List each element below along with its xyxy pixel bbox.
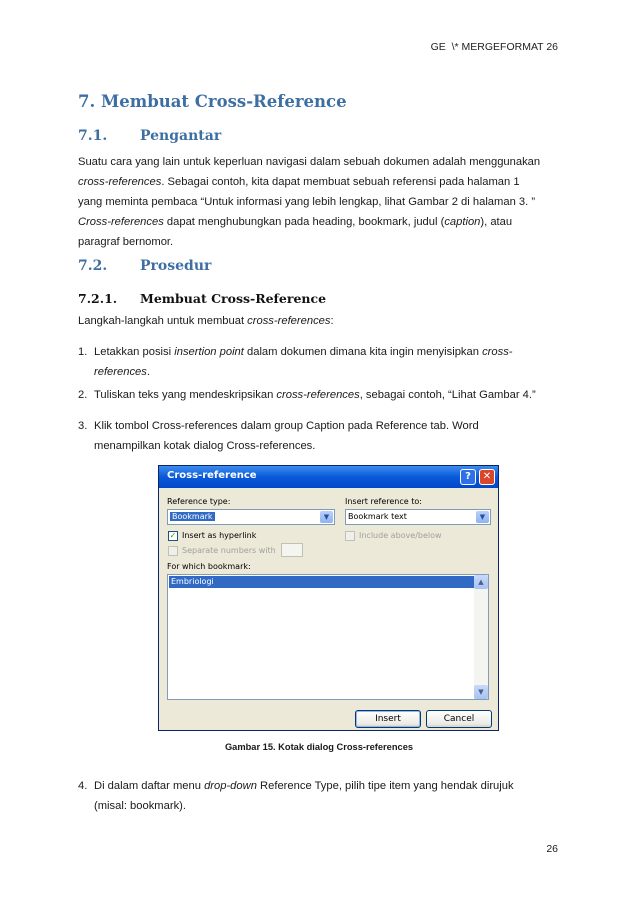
separator-input[interactable] <box>281 543 303 557</box>
subsection-title: Membuat Cross-Reference <box>140 291 327 306</box>
step-line <box>94 776 568 796</box>
step-item-3 <box>78 416 568 456</box>
text: Langkah-langkah untuk membuat <box>78 315 248 327</box>
insert-reference-value: Bookmark text <box>348 512 407 521</box>
intro-line: Suatu cara yang lain untuk keperluan navigasi dalam sebuah dokumen adalah menggunakan <box>78 156 541 168</box>
text: Reference Type, pilih tipe item yang hendak dirujuk <box>256 780 514 792</box>
insert-hyperlink-label: Insert as hyperlink <box>182 531 257 540</box>
italic-term: cross-references <box>247 315 331 327</box>
insert-reference-dropdown[interactable] <box>345 509 491 525</box>
intro-line: yang meminta pembaca “Untuk informasi yang lebih lengkap, lihat Gambar 2 di halaman 3. ” <box>78 196 536 208</box>
close-icon[interactable]: ✕ <box>479 469 495 485</box>
reference-type-label: Reference type: <box>167 497 231 506</box>
step-line <box>94 385 568 405</box>
step-number: 1. <box>78 346 88 358</box>
step-line: (misal: bookmark). <box>94 800 187 812</box>
intro-line: paragraf bernomor. <box>78 236 174 248</box>
text: Di dalam daftar menu <box>94 780 205 792</box>
scrollbar[interactable] <box>474 575 488 699</box>
cancel-button[interactable]: Cancel <box>426 710 492 728</box>
separate-numbers-label: Separate numbers with <box>182 546 276 555</box>
intro-line <box>78 212 568 232</box>
dialog-titlebar <box>159 466 498 488</box>
step-line <box>94 362 568 382</box>
page-number: 26 <box>546 843 558 855</box>
step-number: 2. <box>78 389 88 401</box>
intro-text: ), atau <box>480 216 513 228</box>
section-number: 7.2. <box>78 258 108 274</box>
insert-button[interactable]: Insert <box>355 710 421 728</box>
text: dalam dokumen dimana kita ingin menyisipkan <box>243 346 483 358</box>
insert-reference-label: Insert reference to: <box>345 497 422 506</box>
step-item-4 <box>78 776 568 816</box>
italic-term: Cross-references <box>78 216 164 228</box>
include-above-label: Include above/below <box>359 531 442 540</box>
steps-intro-line <box>78 311 568 331</box>
reference-type-value: Bookmark <box>172 512 213 521</box>
intro-paragraph <box>78 152 568 252</box>
italic-term: caption <box>444 216 481 228</box>
intro-text: dapat menghubungkan pada heading, bookmark, judul ( <box>163 216 445 228</box>
italic-term: insertion point <box>174 346 244 358</box>
chapter-heading: 7. Membuat Cross-Reference <box>78 92 347 111</box>
text: . <box>146 366 150 378</box>
reference-type-dropdown[interactable] <box>167 509 335 525</box>
italic-term: cross- <box>482 346 513 358</box>
list-item[interactable]: Embriologi <box>169 576 474 588</box>
step-item-2 <box>78 385 568 405</box>
separate-numbers-checkbox[interactable] <box>168 546 178 556</box>
italic-term: cross-references <box>276 389 360 401</box>
section-title: Prosedur <box>140 258 212 274</box>
step-item-1 <box>78 342 568 382</box>
cross-reference-dialog <box>158 465 499 731</box>
section-title: Pengantar <box>140 128 222 144</box>
section-heading-prosedur <box>78 258 211 274</box>
section-heading-pengantar <box>78 128 221 144</box>
section-number: 7.1. <box>78 128 108 144</box>
figure-caption: Gambar 15. Kotak dialog Cross-references <box>224 742 414 752</box>
intro-text: . Sebagai contoh, kita dapat membuat sebuah referensi pada halaman 1 <box>161 176 520 188</box>
steps-intro <box>78 311 568 331</box>
text: Letakkan posisi <box>94 346 175 358</box>
dialog-title: Cross-reference <box>167 470 257 481</box>
help-icon[interactable]: ? <box>460 469 476 485</box>
chevron-down-icon[interactable]: ▼ <box>320 511 333 523</box>
page-header: GE \* MERGEFORMAT 26 <box>430 41 558 53</box>
scroll-down-icon[interactable]: ▼ <box>474 685 488 699</box>
italic-term: cross-references <box>78 176 162 188</box>
step-line <box>94 342 568 362</box>
text: Tuliskan teks yang mendeskripsikan <box>94 389 277 401</box>
step-line: Klik tombol Cross-references dalam group Caption pada Reference tab. Word <box>94 420 479 432</box>
bookmark-listbox[interactable] <box>167 574 489 700</box>
which-bookmark-label: For which bookmark: <box>167 562 251 571</box>
italic-term: references <box>94 366 147 378</box>
subsection-number: 7.2.1. <box>78 291 118 306</box>
step-number: 4. <box>78 780 88 792</box>
chevron-down-icon[interactable]: ▼ <box>476 511 489 523</box>
scroll-up-icon[interactable]: ▲ <box>474 575 488 589</box>
include-above-checkbox[interactable] <box>345 531 355 541</box>
insert-hyperlink-checkbox[interactable]: ✓ <box>169 531 177 540</box>
italic-term: drop-down <box>204 780 257 792</box>
intro-line <box>78 172 568 192</box>
text: , sebagai contoh, “Lihat Gambar 4.” <box>359 389 536 401</box>
step-number: 3. <box>78 420 88 432</box>
text: : <box>330 315 334 327</box>
step-line: menampilkan kotak dialog Cross-references. <box>94 440 316 452</box>
subsection-heading <box>78 291 326 306</box>
